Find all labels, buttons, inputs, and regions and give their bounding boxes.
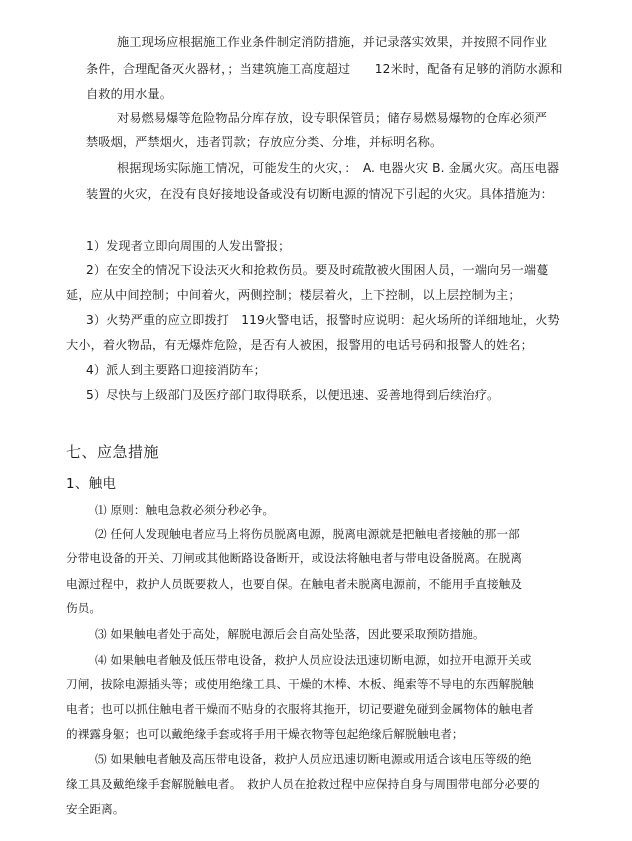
fire-step: 4）派人到主要路口迎接消防车； [86, 363, 266, 377]
electric-line: ⑸ 如果触电者触及高压带电设备，救护人员应迅速切断电源或用适合该电压等级的绝 [95, 752, 532, 766]
fire-step: 延，应从中间控制；中间着火，两侧控制；楼层着火，上下控制，以上层控制为主； [66, 288, 521, 302]
subsection-title: 1、触电 [66, 476, 117, 492]
electric-line: 刀闸，拔除电源插头等；或使用绝缘工具、干燥的木棒、木板、绳索等不导电的东西解脱触 [66, 677, 534, 691]
paragraph-line: 禁吸烟，严禁烟火，违者罚款；存放应分类、分堆，并标明名称。 [86, 135, 443, 149]
electric-line: 伤员。 [66, 601, 102, 615]
fire-step: 5）尽快与上级部门及医疗部门取得联系，以便迅速、妥善地得到后续治疗。 [86, 388, 500, 402]
electric-line: 电者；也可以抓住触电者干燥而不贴身的衣服将其拖开，切记要避免碰到金属物体的触电者 [66, 702, 534, 716]
fire-step: 3）火势严重的应立即拨打 119火警电话，报警时应说明：起火场所的详细地址，火势 [86, 313, 560, 327]
paragraph-line: 对易燃易爆等危险物品分库存放，设专职保管员；储存易燃易爆物的仓库必须严 [117, 111, 548, 125]
paragraph-line: 装置的火灾，在没有良好接地设备或没有切断电源的情况下引起的火灾。具体措施为： [86, 187, 553, 201]
electric-line: ⑴ 原则：触电急救必须分秒必争。 [95, 503, 275, 517]
electric-line: 的裸露身躯；也可以戴绝缘手套或将手用干燥衣物等包起绝缘后解脱触电者； [66, 727, 464, 741]
electric-line: 缘工具及戴绝缘手套解脱触电者。 救护人员在抢救过程中应保持自身与周围带电部分必要的 [66, 777, 540, 791]
paragraph-line: 条件，合理配备灭火器材，；当建筑施工高度超过 12米时，配备有足够的消防水源和 [86, 62, 563, 76]
paragraph-line: 根据现场实际施工情况，可能发生的火灾，： A. 电器火灾 B. 金属火灾。高压电器 [117, 161, 560, 175]
electric-line: ⑶ 如果触电者处于高处，解脱电源后会自高处坠落，因此要采取预防措施。 [95, 627, 485, 641]
electric-line: 电源过程中，救护人员既要救人，也要自保。在触电者未脱离电源前，不能用手直接触及 [66, 577, 523, 591]
electric-line: 安全距离。 [66, 802, 125, 816]
fire-step: 大小，着火物品，有无爆炸危险，是否有人被困，报警用的电话号码和报警人的姓名； [66, 338, 533, 352]
section-title: 七、应急措施 [66, 443, 160, 461]
fire-step: 1）发现者立即向周围的人发出警报； [86, 239, 291, 253]
fire-step: 2）在安全的情况下设法灭火和抢救伤员。要及时疏散被火围困人员，一端向另一端蔓 [86, 263, 549, 277]
electric-line: ⑵ 任何人发现触电者应马上将伤员脱离电源，脱离电源就是把触电者接触的那一部 [95, 527, 520, 541]
paragraph-line: 施工现场应根据施工作业条件制定消防措施，并记录落实效果，并按照不同作业 [117, 35, 548, 49]
electric-line: ⑷ 如果触电者触及低压带电设备，救护人员应设法迅速切断电源，如拉开电源开关或 [95, 653, 532, 667]
electric-line: 分带电设备的开关、刀闸或其他断路设备断开，或设法将触电者与带电设备脱离。在脱离 [66, 551, 523, 565]
paragraph-line: 自救的用水量。 [86, 87, 173, 101]
